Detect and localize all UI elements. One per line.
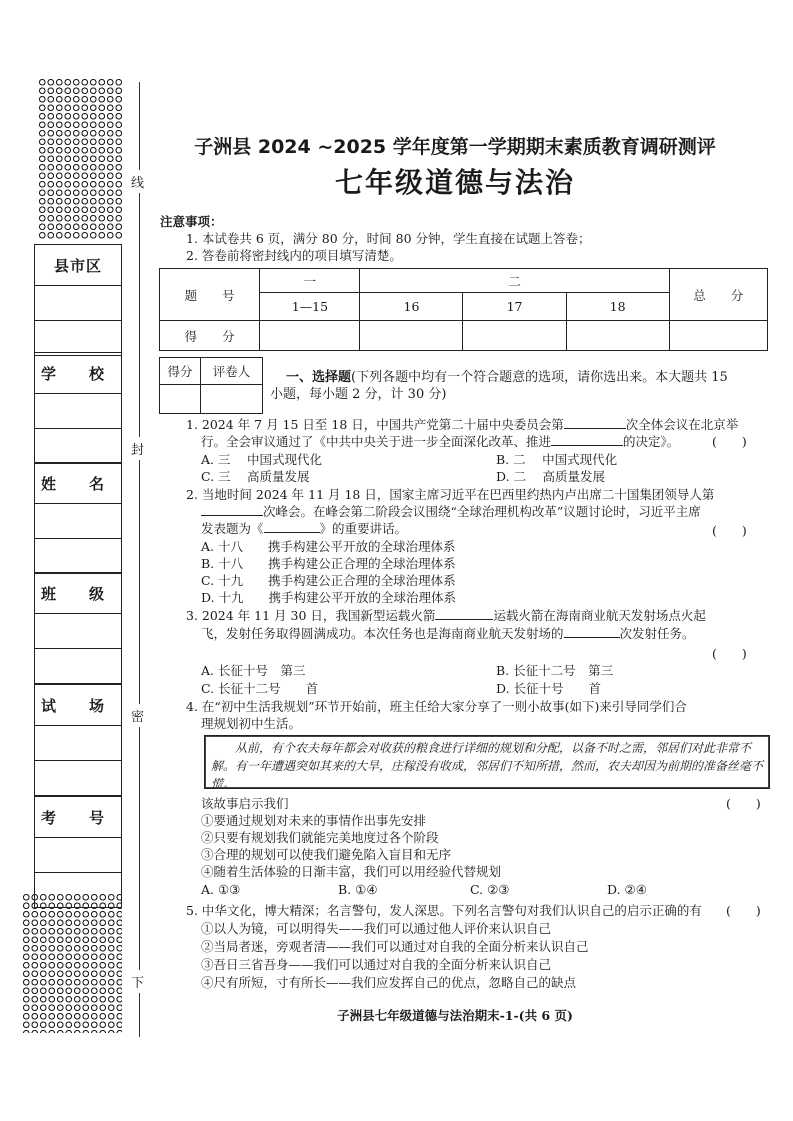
option-a[interactable]: A. 长征十号 第三 <box>201 663 306 678</box>
notice-item-2: 2. 答卷前将密封线内的项目填写清楚。 <box>186 248 402 263</box>
county-field[interactable] <box>34 244 122 356</box>
score-table-col: 16 <box>360 293 463 321</box>
option-b[interactable]: B. 二 中国式现代化 <box>496 452 618 467</box>
school-field[interactable]: 学 校 <box>34 352 122 464</box>
statement-2: ②只要有规划我们就能完美地度过各个阶段 <box>201 830 439 845</box>
score-table-total: 总 分 <box>669 269 767 321</box>
option-d[interactable]: D. 二 高质量发展 <box>496 469 605 484</box>
option-d[interactable]: D. ②④ <box>607 882 647 897</box>
score-table-col: 1—15 <box>260 293 360 321</box>
option-a[interactable]: A. 十八 携手构建公平开放的全球治理体系 <box>201 539 456 554</box>
question-5-line-1: 5. 中华文化，博大精深；名言警句，发人深思。下列名言警句对我们认识自己的启示正确的有 <box>186 903 702 918</box>
seal-mark-mi: 密 <box>131 704 144 727</box>
answer-paren[interactable]: ( ) <box>726 903 761 918</box>
score-table-col: 18 <box>566 293 669 321</box>
statement-4: ④随着生活体验的日渐丰富，我们可以用经验代替规划 <box>201 864 502 879</box>
section-desc: 小题，每小题 2 分，计 30 分) <box>270 387 447 402</box>
section-heading: 一、选择题(下列各题中均有一个符合题意的选项，请你选出来。本大题共 15 <box>286 370 728 385</box>
statement-1: ①要通过规划对未来的事情作出事先安排 <box>201 813 427 828</box>
answer-blank <box>435 607 493 620</box>
answer-paren[interactable]: ( ) <box>712 646 747 661</box>
score-cell[interactable] <box>360 321 463 351</box>
answer-paren[interactable]: ( ) <box>726 796 761 811</box>
option-c[interactable]: C. 三 高质量发展 <box>201 469 310 484</box>
answer-paren[interactable]: ( ) <box>712 434 747 449</box>
score-cell[interactable] <box>260 321 360 351</box>
page-footer: 子洲县七年级道德与法治期末-1-(共 6 页) <box>337 1008 573 1023</box>
score-cell[interactable] <box>669 321 767 351</box>
score-row-label: 得 分 <box>160 321 260 351</box>
statement-2: ②当局者迷，旁观者清——我们可以通过对自我的全面分析来认识自己 <box>201 939 589 954</box>
option-c[interactable]: C. ②③ <box>470 882 510 897</box>
seal-line <box>139 82 140 1037</box>
grader-reviewer-cell[interactable] <box>201 385 263 414</box>
story-text: 从前，有个农夫每年都会对收获的粮食进行详细的规划和分配，以备不时之需，邻居们对此非常不解。有一年遭遇突如其来的大旱，庄稼没有收成，邻居们不知所措，然而，农夫却因为前期的准备丝毫不慌。 <box>211 741 764 791</box>
dotted-border-bottom <box>22 893 122 1033</box>
notice-item-1: 1. 本试卷共 6 页，满分 80 分，时间 80 分钟，学生直接在试题上答卷； <box>186 231 591 246</box>
option-c[interactable]: C. 长征十二号 首 <box>201 681 319 696</box>
score-cell[interactable] <box>463 321 566 351</box>
notice-heading: 注意事项： <box>160 214 223 229</box>
story-box <box>204 735 770 789</box>
score-cell[interactable] <box>566 321 669 351</box>
statement-3: ③吾日三省吾身——我们可以通过对自我的全面分析来认识自己 <box>201 957 552 972</box>
question-4-line-2: 理规划初中生活。 <box>201 716 302 731</box>
option-b[interactable]: B. ①④ <box>338 882 378 897</box>
seal-mark-xian: 线 <box>131 170 144 193</box>
score-table-col: 17 <box>463 293 566 321</box>
school-label: 学 <box>41 364 58 383</box>
option-b[interactable]: B. 十八 携手构建公正合理的全球治理体系 <box>201 556 456 571</box>
question-4-line-1: 4. 在“初中生活我规划”环节开始前，班主任给大家分享了一则小故事(如下)来引导同学们合 <box>186 699 687 714</box>
score-table-part-one: 一 <box>260 269 360 293</box>
class-label: 班 <box>41 584 58 603</box>
question-3-line-1: 3. 2024 年 11 月 30 日，我国新型运载火箭 运载火箭在海南商业航天发射场点火起 <box>186 608 706 623</box>
class-field[interactable]: 班 级 <box>34 572 122 684</box>
option-b[interactable]: B. 长征十二号 第三 <box>496 663 614 678</box>
exam-title: 子洲县 2024 ~2025 学年度第一学期期末素质教育调研测评 <box>194 136 716 158</box>
county-label: 县市区 <box>53 256 102 275</box>
seal-mark-xia: 下 <box>131 970 144 993</box>
name-field[interactable]: 姓 名 <box>34 462 122 574</box>
answer-blank <box>564 625 620 638</box>
option-d[interactable]: D. 十九 携手构建公平开放的全球治理体系 <box>201 590 457 605</box>
dotted-border-top <box>38 78 122 240</box>
question-1-line-1: 1. 2024 年 7 月 15 日至 18 日，中国共产党第二十届中央委员会第 次全体会议在北京举 <box>186 417 739 432</box>
answer-blank <box>264 520 320 533</box>
subject-title: 七年级道德与法治 <box>334 166 575 199</box>
question-2-line-2: 次峰会。在峰会第二阶段会议围绕“全球治理机构改革”议题讨论时，习近平主席 <box>201 503 701 520</box>
score-table-row-label: 题 号 <box>160 269 260 321</box>
option-a[interactable]: A. 三 中国式现代化 <box>201 452 322 467</box>
option-c[interactable]: C. 十九 携手构建公正合理的全球治理体系 <box>201 573 456 588</box>
exam-room-label: 试 <box>41 696 58 715</box>
question-2-line-3: 发表题为《 》的重要讲话。 <box>201 521 408 536</box>
score-table <box>159 268 768 351</box>
statement-3: ③合理的规划可以使我们避免陷入盲目和无序 <box>201 847 452 862</box>
exam-number-field[interactable]: 考 号 <box>34 796 122 908</box>
grader-score-cell[interactable] <box>160 385 201 414</box>
statement-1: ①以人为镜，可以明得失——我们可以通过他人评价来认识自己 <box>201 921 552 936</box>
grader-box <box>159 357 263 414</box>
question-4-stem: 该故事启示我们 <box>201 796 289 811</box>
answer-blank <box>201 503 263 516</box>
statement-4: ④尺有所短，寸有所长——我们应发挥自己的优点，忽略自己的缺点 <box>201 975 577 990</box>
exam-room-field[interactable]: 试 场 <box>34 684 122 796</box>
option-a[interactable]: A. ①③ <box>201 882 241 897</box>
score-table-part-two: 二 <box>360 269 669 293</box>
question-1-line-2: 行。全会审议通过了《中共中央关于进一步全面深化改革、推进 的决定》。 <box>201 434 680 449</box>
answer-blank <box>551 433 623 446</box>
name-label: 姓 <box>41 474 58 493</box>
grader-score-label: 得分 <box>160 358 201 385</box>
grader-reviewer-label: 评卷人 <box>201 358 263 385</box>
option-d[interactable]: D. 长征十号 首 <box>496 681 602 696</box>
answer-paren[interactable]: ( ) <box>712 523 747 538</box>
question-3-line-2: 飞，发射任务取得圆满成功。本次任务也是海南商业航天发射场的 次发射任务。 <box>201 626 695 641</box>
exam-number-label: 考 <box>41 808 58 827</box>
seal-mark-feng: 封 <box>131 437 144 460</box>
answer-blank <box>564 416 626 429</box>
question-2-line-1: 2. 当地时间 2024 年 11 月 18 日，国家主席习近平在巴西里约热内卢出席二十国集团领导人第 <box>186 487 715 502</box>
